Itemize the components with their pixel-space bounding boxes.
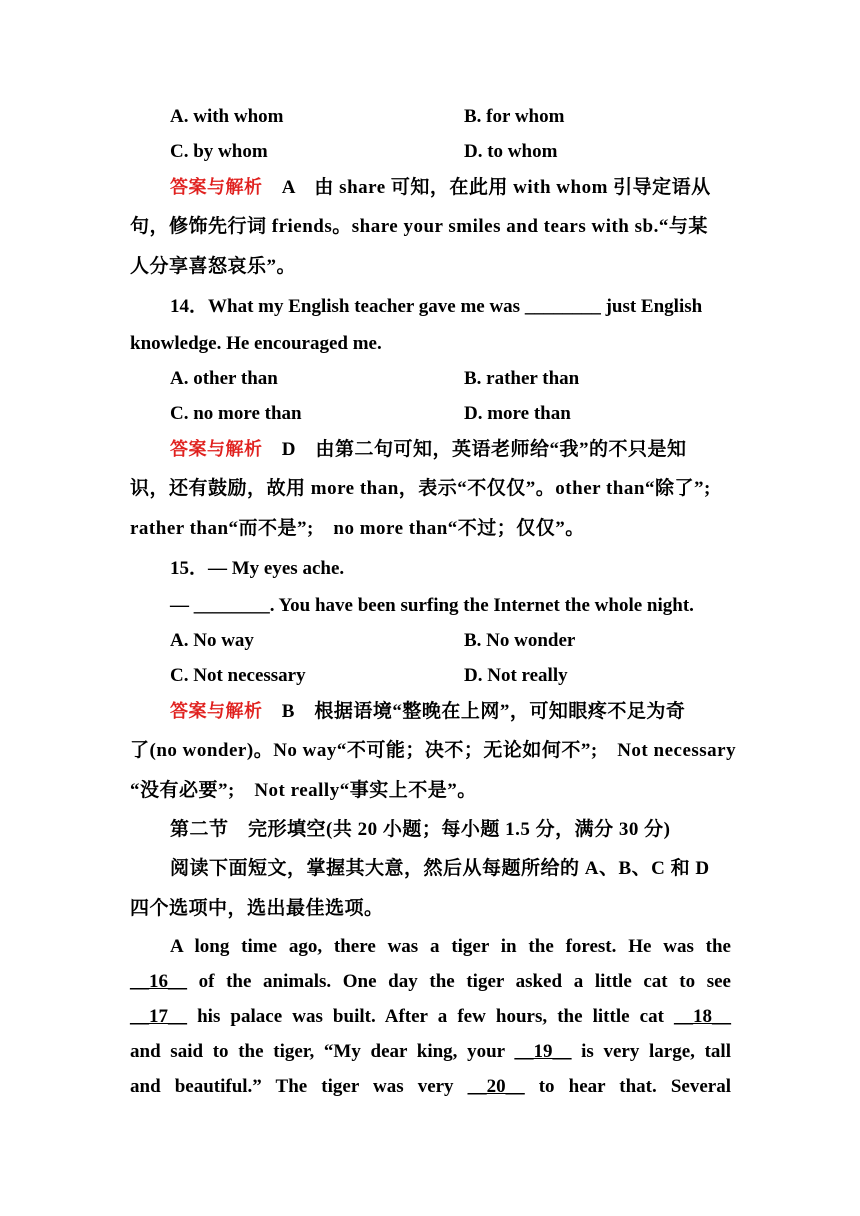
q15-answer-label: 答案与解析 (170, 701, 263, 722)
q13-option-b: B. for whom (464, 106, 565, 127)
q13-answer-line-2: 句，修饰先行词 friends。share your smiles and tears with sb.“与某 (130, 216, 708, 237)
q14-answer-line-3: rather than“而不是”; no more than“不过；仅仅”。 (130, 518, 585, 539)
q15-answer-line-3: “没有必要”; Not really“事实上不是”。 (130, 780, 477, 801)
instruction-line-1: 阅读下面短文，掌握其大意，然后从每题所给的 A、B、C 和 D (170, 858, 710, 879)
q15-answer-line-2: 了(no wonder)。No way“不可能；决不；无论如何不”; Not necessary (130, 740, 737, 761)
q14-option-c: C. no more than (170, 403, 302, 424)
passage-line-2: __16__ of the animals. One day the tiger asked a little cat to see (130, 971, 731, 992)
q14-option-b: B. rather than (464, 368, 580, 389)
passage-line-4: and said to the tiger, “My dear king, your __19__ is very large, tall (130, 1041, 731, 1062)
q13-option-a: A. with whom (170, 106, 284, 127)
q15-option-c: C. Not necessary (170, 665, 306, 686)
blank-18: __18__ (674, 1006, 731, 1027)
q14-answer-line-1: 答案与解析 D 由第二句可知，英语老师给“我”的不只是知 (170, 439, 687, 460)
q13-answer-line-3: 人分享喜怒哀乐”。 (130, 256, 297, 277)
q15-answer-line-1: 答案与解析 B 根据语境“整晚在上网”，可知眼疼不足为奇 (170, 701, 686, 722)
q15-option-d: D. Not really (464, 665, 568, 686)
q14-option-d: D. more than (464, 403, 571, 424)
passage-line-3: __17__ his palace was built. After a few hours, the little cat __18__ (130, 1006, 731, 1027)
blank-20: __20__ (467, 1076, 525, 1097)
q15-stem-line-2: — ________. You have been surfing the Internet the whole night. (170, 595, 694, 616)
q14-answer-label: 答案与解析 (170, 439, 263, 460)
q14-answer-line-2: 识，还有鼓励，故用 more than，表示“不仅仅”。other than“除了”; (130, 478, 711, 499)
instruction-line-2: 四个选项中，选出最佳选项。 (130, 898, 384, 919)
q13-answer-label: 答案与解析 (170, 177, 263, 198)
blank-19: __19__ (514, 1041, 572, 1062)
q15-option-b: B. No wonder (464, 630, 576, 651)
section-heading: 第二节 完形填空(共 20 小题；每小题 1.5 分，满分 30 分) (170, 819, 671, 840)
q15-option-a: A. No way (170, 630, 254, 651)
q13-option-d: D. to whom (464, 141, 558, 162)
blank-16: __16__ (130, 971, 187, 992)
blank-17: __17__ (130, 1006, 187, 1027)
q13-option-c: C. by whom (170, 141, 268, 162)
q14-stem-line-1: 14．What my English teacher gave me was ________ just English (170, 296, 703, 317)
q14-stem-line-2: knowledge. He encouraged me. (130, 333, 382, 354)
q15-stem-line-1: 15．— My eyes ache. (170, 558, 345, 579)
q13-answer-line-1: 答案与解析 A 由 share 可知，在此用 with whom 引导定语从 (170, 177, 711, 198)
passage-line-1: A long time ago, there was a tiger in the forest. He was the (170, 936, 731, 957)
q14-option-a: A. other than (170, 368, 278, 389)
passage-line-5: and beautiful.” The tiger was very __20__ to hear that. Several (130, 1076, 731, 1097)
